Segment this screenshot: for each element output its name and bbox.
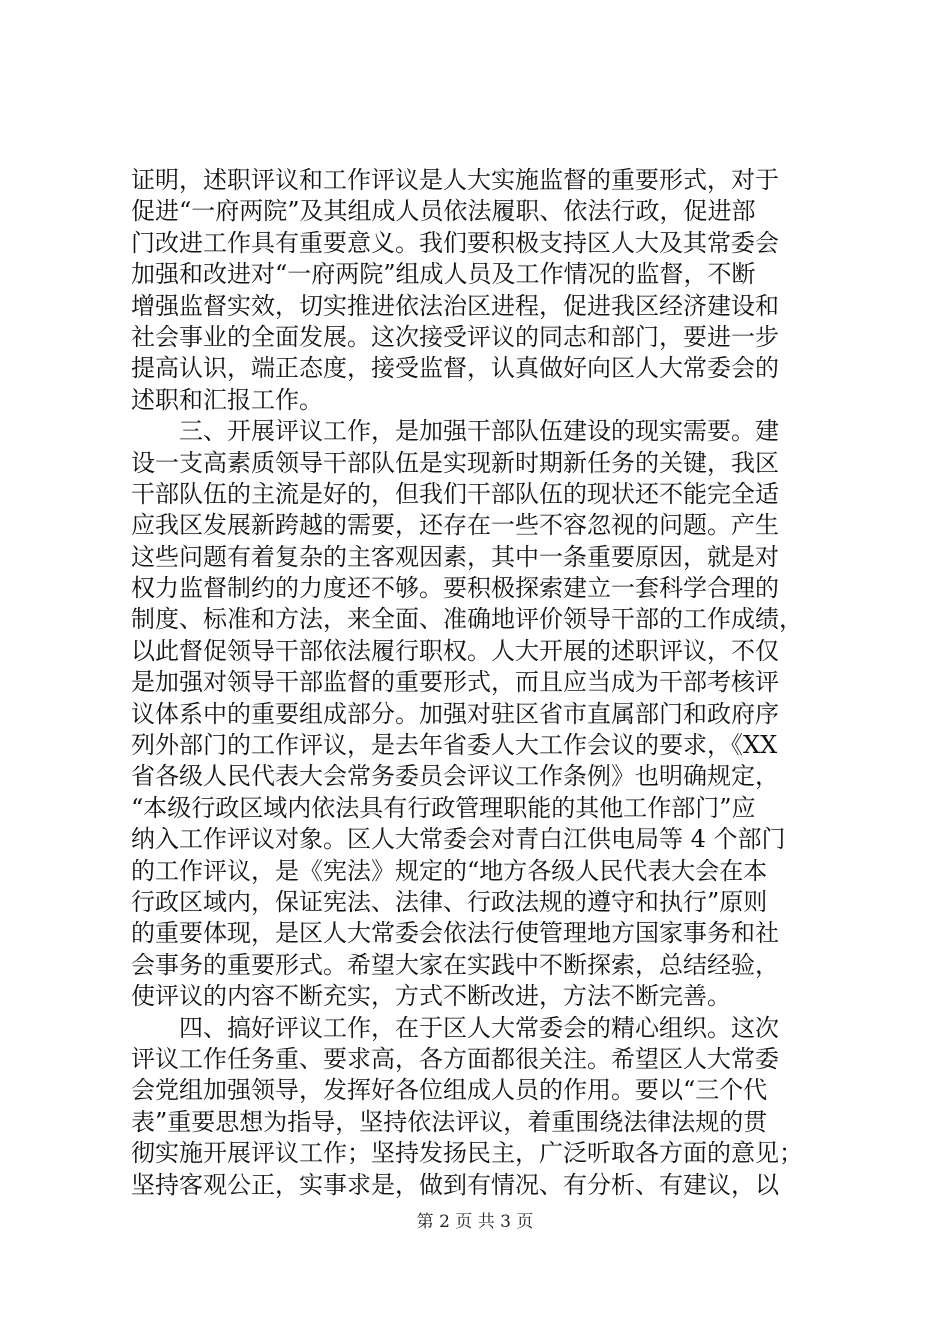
text-line: “本级行政区域内依法具有行政管理职能的其他工作部门”应	[131, 793, 756, 822]
text-line: 的工作评议，是《宪法》规定的“地方各级人民代表大会在本	[131, 856, 768, 885]
text-line: 会党组加强领导，发挥好各位组成人员的作用。要以“三个代	[131, 1076, 768, 1105]
text-line: 这些问题有着复杂的主客观因素，其中一条重要原因，就是对	[131, 542, 779, 571]
text-line: 使评议的内容不断充实，方式不断改进，方法不断完善。	[131, 982, 731, 1011]
text-line: 议体系中的重要组成部分。加强对驻区省市直属部门和政府序	[131, 699, 779, 728]
text-line: 干部队伍的主流是好的，但我们干部队伍的现状还不能完全适	[131, 479, 779, 508]
text-line: 权力监督制约的力度还不够。要积极探索建立一套科学合理的	[131, 574, 779, 603]
page-number-footer: 第 2 页 共 3 页	[416, 1212, 534, 1232]
text-line: 加强和改进对“一府两院”组成人员及工作情况的监督，不断	[131, 260, 756, 289]
text-line: 表”重要思想为指导，坚持依法评议，着重围绕法律法规的贯	[131, 1107, 768, 1136]
text-line: 述职和汇报工作。	[131, 385, 323, 414]
paragraph-start-line: 三、开展评议工作，是加强干部队伍建设的现实需要。建	[131, 417, 779, 446]
text-line: 会事务的重要形式。希望大家在实践中不断探索，总结经验，	[131, 950, 779, 979]
text-line: 证明，述职评议和工作评议是人大实施监督的重要形式，对于	[131, 166, 779, 194]
text-line: 纳入工作评议对象。区人大常委会对青白江供电局等 4 个部门	[131, 825, 786, 854]
text-line: 社会事业的全面发展。这次接受评议的同志和部门，要进一步	[131, 322, 779, 351]
text-line: 省各级人民代表大会常务委员会评议工作条例》也明确规定，	[131, 762, 779, 791]
text-line: 促进“一府两院”及其组成人员依法履职、依法行政，促进部	[131, 197, 756, 226]
text-line: 坚持客观公正，实事求是，做到有情况、有分析、有建议，以	[131, 1170, 779, 1199]
text-line: 评议工作任务重、要求高，各方面都很关注。希望区人大常委	[131, 1044, 779, 1073]
text-line: 彻实施开展评议工作；坚持发扬民主，广泛听取各方面的意见；	[131, 1139, 803, 1168]
body-text	[131, 165, 831, 1201]
text-line: 制度、标准和方法，来全面、准确地评价领导干部的工作成绩，	[131, 605, 803, 634]
text-line: 设一支高素质领导干部队伍是实现新时期新任务的关键，我区	[131, 448, 779, 477]
text-line: 列外部门的工作评议，是去年省委人大工作会议的要求，《XX	[131, 731, 778, 760]
text-line: 增强监督实效，切实推进依法治区进程，促进我区经济建设和	[131, 291, 779, 320]
text-line: 应我区发展新跨越的需要，还存在一些不容忽视的问题。产生	[131, 511, 779, 540]
text-line: 提高认识，端正态度，接受监督，认真做好向区人大常委会的	[131, 354, 779, 383]
text-line: 行政区域内，保证宪法、法律、行政法规的遵守和执行”原则	[131, 887, 768, 916]
text-line: 以此督促领导干部依法履行职权。人大开展的述职评议，不仅	[131, 636, 779, 665]
text-line: 门改进工作具有重要意义。我们要积极支持区人大及其常委会	[131, 228, 779, 257]
text-line: 的重要体现，是区人大常委会依法行使管理地方国家事务和社	[131, 919, 779, 948]
text-line: 是加强对领导干部监督的重要形式，而且应当成为干部考核评	[131, 668, 779, 697]
paragraph-start-line: 四、搞好评议工作，在于区人大常委会的精心组织。这次	[131, 1013, 779, 1042]
